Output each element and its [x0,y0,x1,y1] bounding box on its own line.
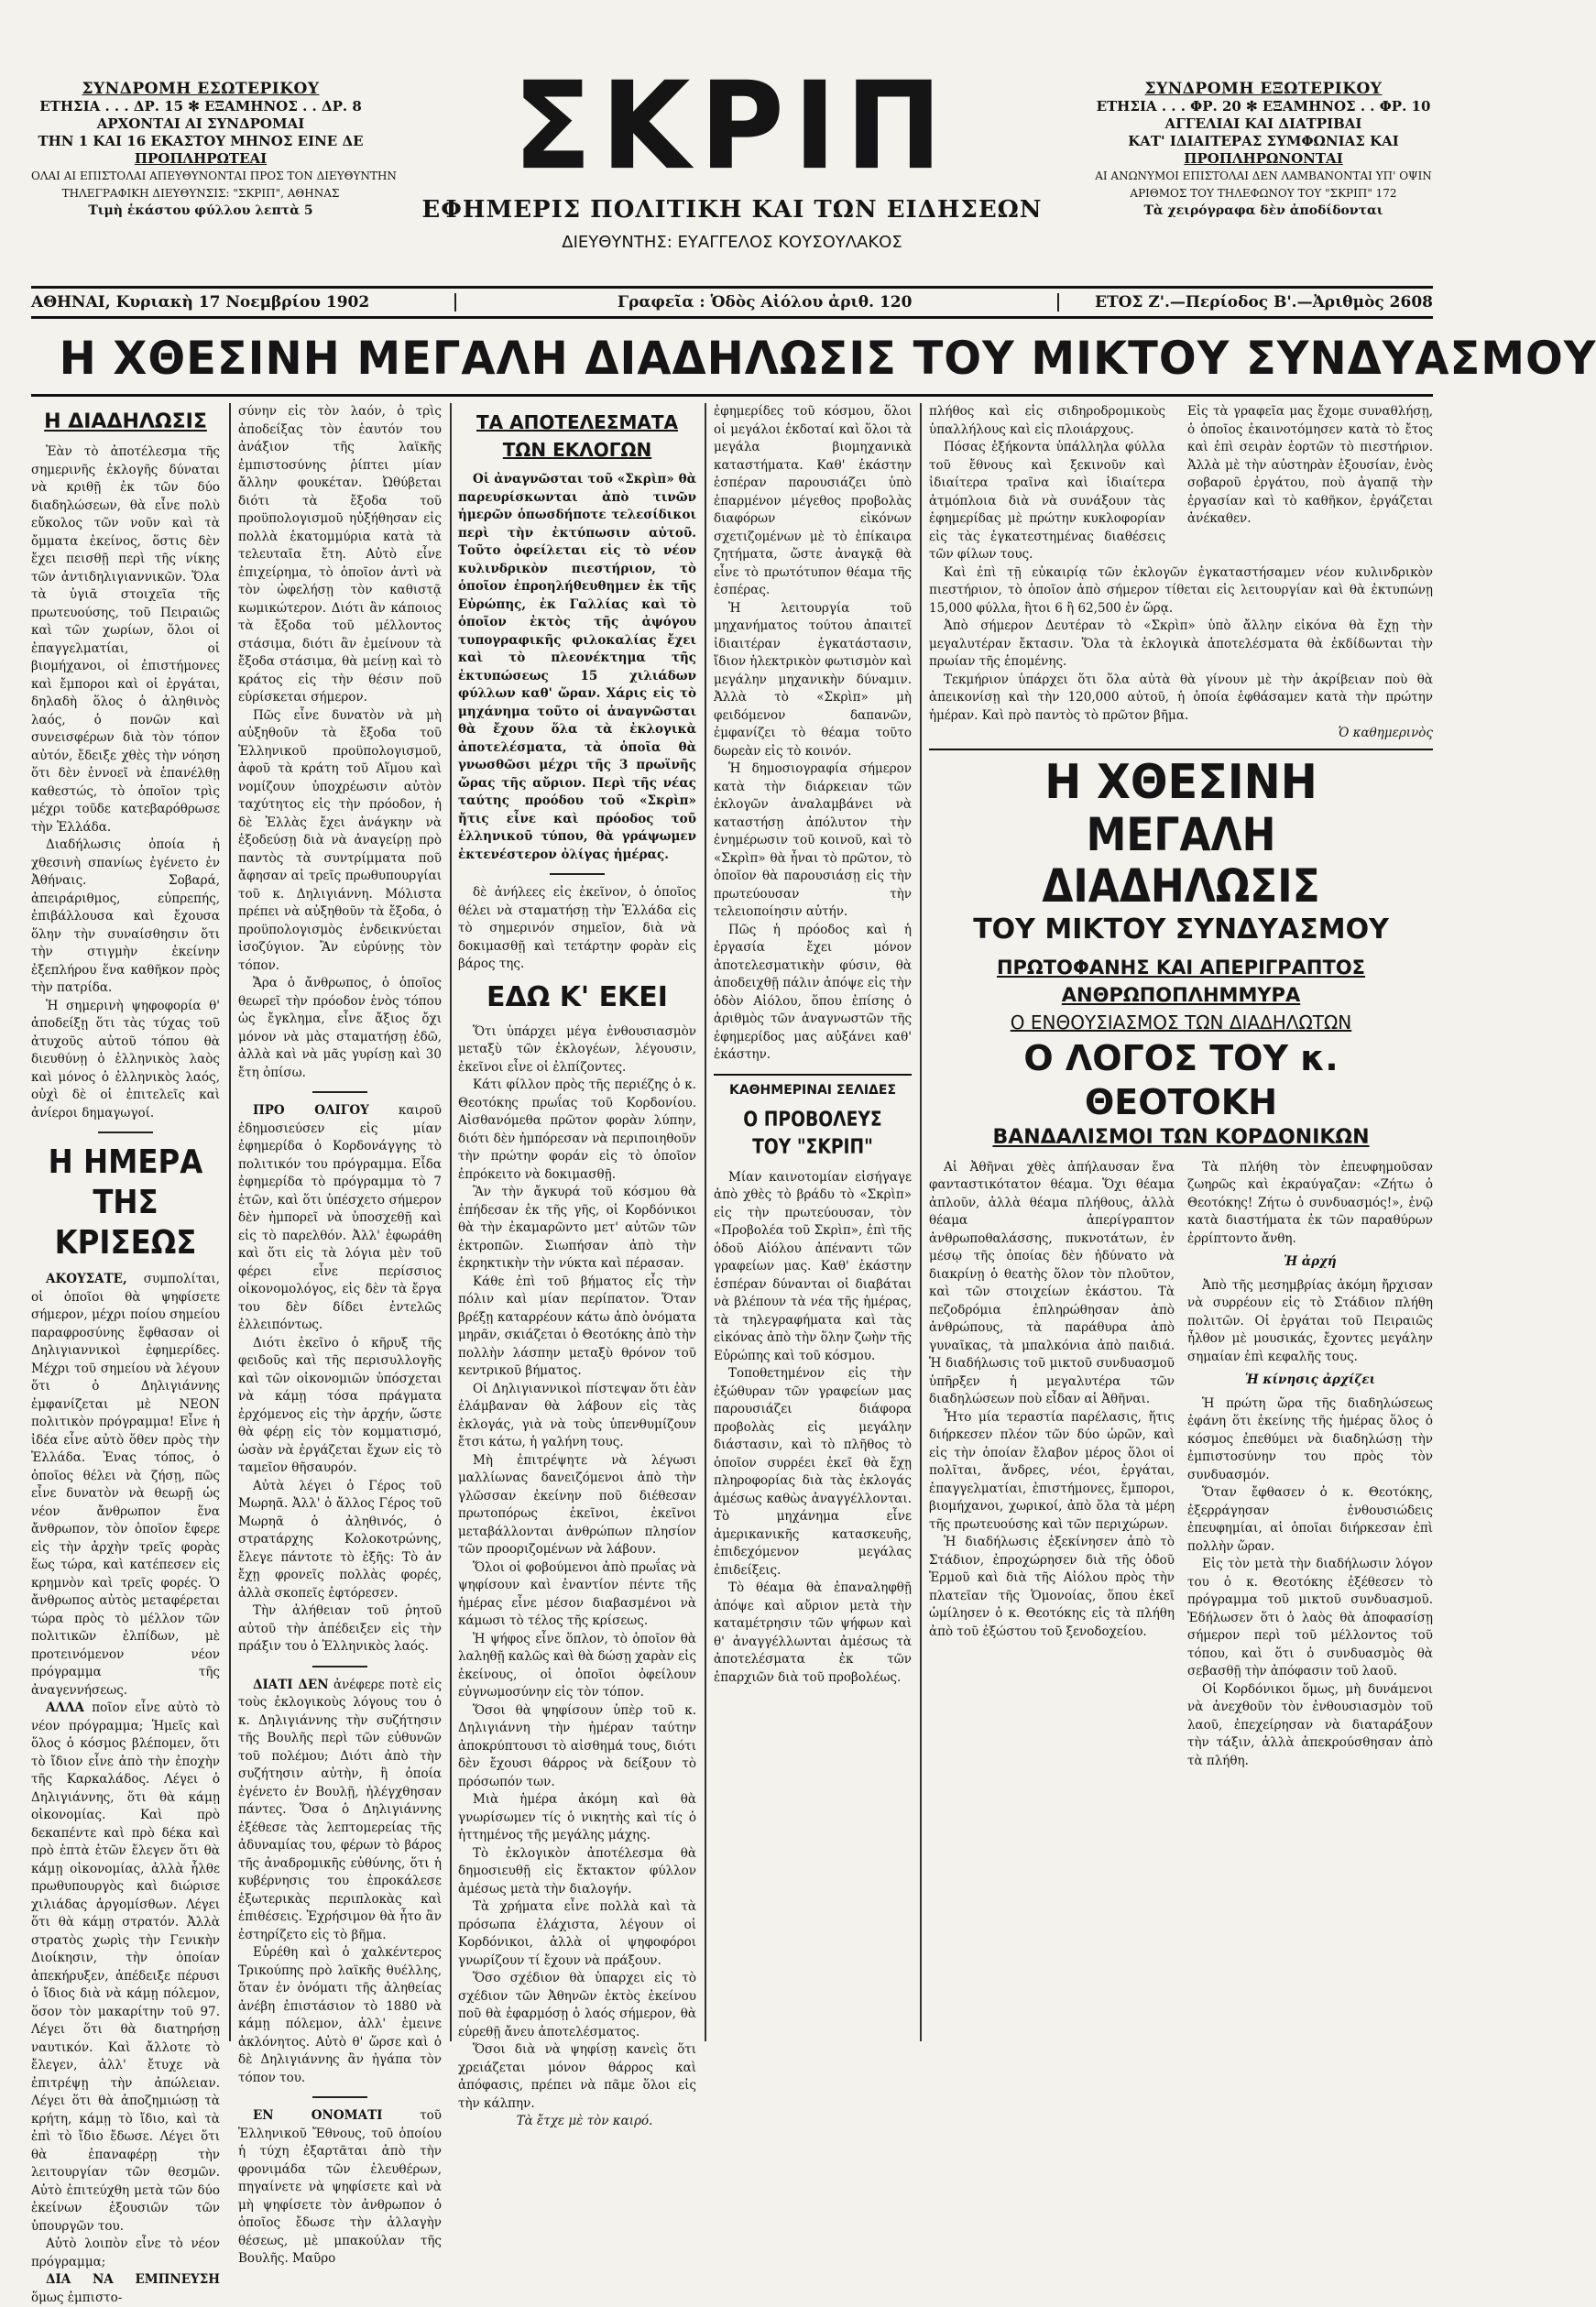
article-text: συμπολίται, οἱ ὁποῖοι θὰ ψηφίσετε σήμερον, μέχρι ποίου σημείου παραφροσύνης ἔφθασαν οἱ Δηλιγιαννικοὶ ἐφημερίδες. Μέχρι τοῦ σημείου νὰ λέγουν ὅτι ὁ Δηλιγιάννης ἐμφανίζεται μὲ ΝΕΟΝ πολιτικὸν πρόγραμμα! Εἶνε ἡ ἰδέα εἶνε αὐτὸ ὅθεν πρὸς τὴν Ἑλλάδα. Ἐνας τόπος, ὁ ὁποῖος θέλει νὰ ζήσῃ, πῶς εἶνε δυνατὸν νὰ θεωρῇ ὡς νέον ἄνθρωπον ἕνα ἄνθρωπον, τὸν ὁποῖον ἔφερε εἰς τὴν ἀρχὴν τρεῖς φορὰς ἕως τώρα, καὶ κατέπεσεν εἰς κρημνὸν καὶ τρεῖς φορές. Ὁ ἄνθρωπος αὐτὸς μεταφέρεται τώρα πρὸς τὸ μέλλον τῶν πολιτικῶν ἐλπίδων, μὲ προτεινόμενον νέον πρόγραμμα τῆς ἀναγεννήσεως. [31,1272,220,1698]
manuscripts-note: Τὰ χειρόγραφα δὲν ἀποδίδονται [1143,203,1383,218]
section-heading-here-and-there: ΕΔΩ Κ' ΕΚΕΙ [486,980,668,1013]
article-text: ὅμως ἐμπιστο- [31,2290,123,2305]
article-paragraph: Ἡ πρώτη ὥρα τῆς διαδηλώσεως ἐφάνη ὅτι ἐκείνης τῆς ἡμέρας ὅλος ὁ κόσμος ἐπεθύμει νὰ διαδηλώσῃ τὴν ἐμπιστοσύνην του πρὸς τὸν συνδυασμόν. [1187,1395,1433,1482]
article-paragraph: Ὅσοι θὰ ψηφίσουν ὑπὲρ τοῦ κ. Δηλιγιάννη τὴν ἡμέραν ταύτην ἀποκρύπτουσι τὸ αἰσθημά τους, διότι δὲν ἔχουσι θάρρος νὰ δείξουν τὸ πρόσωπόν των. [458,1702,696,1789]
article-paragraph: Διότι ἐκεῖνο ὁ κῆρυξ τῆς φειδοῦς καὶ τῆς περισυλλογῆς καὶ τῶν οἰκονομιῶν ὑπόσχεται νὰ κάμῃ τόσα πράγματα ἐρχόμενος εἰς τὴν ἀρχήν, ὥστε θὰ φέρῃ εἰς τὸν κομματισμό, ὡσὰν νὰ ἐργάζεται ἔχων εἰς τὸ ταμεῖον θῆσαυρόν. [238,1335,442,1475]
column-5 [929,403,1433,2041]
main-headline: Η ΧΘΕΣΙΝΗ ΜΕΓΑΛΗ ΔΙΑΔΗΛΩΣΙΣ ΤΟΥ ΜΙΚΤΟΥ ΣΥΝΔΥΑΣΜΟΥ [59,332,1596,385]
article-paragraph: Ἦτο μία τεραστία παρέλασις, ἥτις διήρκεσεν πλέον τῶν δύο ὡρῶν, καὶ εἰς τὴν ὁποίαν ἔλαβον μέρος ὅλοι οἱ πολῖται, ἄνδρες, νέοι, ἐργάται, ἐπαγγελματίαι, ἐπιστήμονες, ἔμποροι, βιομήχανοι, χωρικοί, ἀπὸ ὅλα τὰ μέρη τῆς πρωτευούσης καὶ τῶν περιχώρων. [929,1409,1175,1532]
section-heading-election-results: ΤΑ ΑΠΟΤΕΛΕΣΜΑΤΑ ΤΩΝ ΕΚΛΟΓΩΝ [476,411,678,461]
lead-word: ΑΛΛΑ [46,1700,84,1715]
big-story-column-a [929,1159,1175,1642]
article-paragraph: Ὅλοι οἱ φοβούμενοι ἀπὸ πρωΐας νὰ ψηφίσουν καὶ ἐναντίον πέντε τῆς ἡμέρας εἶνε μέσον διαβασμένοι νὰ κάμωσι τὸ τέλος τῆς κρίσεως. [458,1559,696,1628]
section-rule [929,749,1433,750]
big-story-title-2: ΜΕΓΑΛΗ ΔΙΑΔΗΛΩΣΙΣ [1042,807,1320,913]
ads-note: ΑΓΓΕΛΙΑΙ ΚΑΙ ΔΙΑΤΡΙΒΑΙ [1164,115,1362,132]
article-paragraph: Διαδήλωσις ὁποία ἡ χθεσινὴ σπανίως ἐγένετο ἐν Ἀθήναις. Σοβαρά, ἀπειράριθμος, εὐπρεπής, ἐπιβάλλουσα καὶ ἔχουσα ὅλην τὴν συναίσθησιν ὅτι τὴν στιγμὴν ἐκείνην ἐξεπλήρου ἕνα καθῆκον πρὸς τὴν πατρίδα. [31,837,220,995]
section-heading-demonstration: Η ΔΙΑΔΗΛΩΣΙΣ [44,410,207,433]
article-paragraph: Ἡ σημερινὴ ψηφοφορία θ' ἀποδείξῃ ὅτι τὰς τύχας τοῦ ἀτυχοῦς αὐτοῦ τόπου θὰ διευθύνῃ ὁ ἑλληνικὸς λαὸς καὶ μόνος ὁ ἑλληνικὸς λαός, οὐχὶ δὲ οἱ ἐπιτελεῖς καὶ ἀνίεροι δημαγωγοί. [31,998,220,1121]
column-divider [705,403,706,2041]
article-paragraph: Τὰ χρήματα εἶνε πολλὰ καὶ τὰ πρόσωπα ἐλάχιστα, λέγουν οἱ Κορδόνικοι, ἀλλὰ οἱ ψηφοφόροι γνωρίζουν τί ἔχουν νὰ πράξουν. [458,1899,696,1968]
issue-number: ΕΤΟΣ Ζ'.—Περίοδος Β'.—Ἀριθμὸς 2608 [1094,293,1433,312]
article-paragraph: Ἀπὸ τῆς μεσημβρίας ἀκόμη ἤρχισαν νὰ συρρέουν εἰς τὸ Στάδιον πλήθη πολιτῶν. Οἱ ἐργάται τοῦ Πειραιῶς ἦλθον μὲ μουσικάς, ἔχοντες μεγάλην σημαίαν ἐπὶ κεφαλῆς τους. [1187,1277,1433,1364]
big-story-subtitle-speech: Ο ΛΟΓΟΣ ΤΟΥ κ. ΘΕΟΤΟΚΗ [1023,1037,1339,1122]
article-paragraph: Ἂν τὴν ἄγκυρά τοῦ κόσμου θὰ ἐπήδεσαν ἐκ τῆς γῆς, οἱ Κορδόνικοι θὰ τὴν ἐκαμαρῶντο μετ' αὐτῶν τῶν ἐκτροπῶν. Σιωπήσαν ἀπὸ τὴν ἐκρηκτικὴν τὴν νύκτα καὶ πέρασαν. [458,1185,696,1271]
subscription-foreign-box [1094,81,1433,220]
masthead [31,31,1433,279]
section-heading-crisis: ΤΗΣ ΚΡΙΣΕΩΣ [54,1184,197,1262]
signature: Ὁ καθημερινὸς [1338,726,1433,740]
article-paragraph: Ὅτι ὑπάρχει μέγα ἐνθουσιασμὸν μεταξὺ τῶν ἐκλογέων, λέγουσιν, ἐκεῖνοι εἶνε οἱ ἐλπίζοντες. [458,1023,696,1075]
article-paragraph: Καὶ ἐπὶ τῇ εὐκαιρίᾳ τῶν ἐκλογῶν ἐγκαταστήσαμεν νέον κυλινδρικὸν πιεστήριον, τὸ ὁποῖον ἀπὸ σήμερον τίθεται εἰς λειτουργίαν καὶ θὰ ἐκτυπώνῃ 15,000 φύλλα, ἢτοι 6 ἢ 62,500 ἐν ὥρᾳ. [929,564,1433,616]
big-story-subtitle-enthusiasm: Ο ΕΝΘΟΥΣΙΑΣΜΟΣ ΤΩΝ ΔΙΑΔΗΛΩΤΩΝ [1010,1011,1352,1033]
big-story-title-1: Η ΧΘΕΣΙΝΗ [1044,754,1317,810]
article-paragraph: Οἱ Κορδόνικοι ὅμως, μὴ δυνάμενοι νὰ ἀνεχθοῦν τὸν ἐνθουσιασμὸν τοῦ λαοῦ, ἐπεχείρησαν νὰ διαταράξουν τὴν τάξιν, ἀλλὰ ἀπεκρούσθησαν ἀπὸ τὰ πλήθη. [1187,1681,1433,1768]
article-paragraph: Αὐτὸ λοιπὸν εἶνε τὸ νέον πρόγραμμα; [31,2236,220,2269]
article-paragraph: Οἱ ἀναγνῶσται τοῦ «Σκρὶπ» θὰ παρευρίσκωνται ἀπὸ τινῶν ἡμερῶν ὁπωσδήποτε τελεσίδικοι περὶ τὴν ἐκτύπωσιν αὐτοῦ. Τοῦτο ὀφείλεται εἰς τὸ νέον κυλινδρικὸν πιεστήριον, τὸ ὁποῖον ἐπροηλήθευθημεν ἐκ τῆς Εὐρώπης, ἐκ Γαλλίας καὶ τὸ ὁποῖον ἐκτὸς τῆς ἀψόγου τυπογραφικῆς φιλοκαλίας ἔχει καὶ τὸ πλεονέκτημα τῆς ἐκτυπώσεως 15 χιλιάδων φύλλων καθ' ὥραν. Χάρις εἰς τὸ μηχάνημα τοῦτο οἱ ἀναγνῶσται θὰ ἔχουν ὅλα τὰ ἐκλογικὰ ἀποτελέσματα, τὰ ὁποῖα θὰ γνωσθῶσι μέχρι τῆς 3 πρωϊνῆς ὥρας τῆς αὔριον. Περὶ τῆς νέας ταύτης προόδου τοῦ «Σκρὶπ» ἤτις εἶνε καὶ πρόοδος τοῦ ἑλληνικοῦ τύπου, θὰ γράψωμεν ἐκτενέστερον ὀλίγας ἡμέρας. [458,472,696,862]
column-divider [450,403,452,2041]
article-paragraph: Τεκμήριον ὑπάρχει ὅτι ὅλα αὐτὰ θὰ γίνουν μὲ τὴν ἀκρίβειαν ποὺ θὰ ἀπεικονίσῃ καὶ τὴν 120,000 αὐτοῦ, ἡ ὁποία ἐφθάσαμεν κατὰ τὴν πρώτην ἡμέραν. Καὶ πρὸ παντὸς τὸ πρῶτον βῆμα. [929,672,1433,723]
subscription-foreign-title: ΣΥΝΔΡΟΜΗ ΕΞΩΤΕΡΙΚΟΥ [1144,80,1383,98]
lead-word: ΔΙΑΤΙ ΔΕΝ [253,1677,329,1692]
section-divider [312,1666,367,1667]
article-paragraph: Ὅσοι διὰ νὰ ψηφίσῃ κανεὶς ὅτι χρειάζεται μόνον θάρρος καὶ ἀπόφασις, πρέπει νὰ πᾶμε ὅλοι εἰς τὴν κάλπην. [458,2042,696,2111]
column-3 [458,403,697,2128]
subscription-dates-note: ΤΗΝ 1 ΚΑΙ 16 ΕΚΑΣΤΟΥ ΜΗΝΟΣ ΕΙΝΕ ΔΕ [38,133,364,149]
newspaper-logo: ΣΚΡΙΠ [512,55,952,197]
dateline-bar [31,286,1433,319]
issue-price: Τιμὴ ἑκάστου φύλλου λεπτὰ 5 [88,203,313,218]
article-paragraph: Μίαν καινοτομίαν εἰσήγαγε ἀπὸ χθὲς τὸ βράδυ τὸ «Σκρὶπ» εἰς τὴν πρωτεύουσαν, τὸν «Προβολέα τοῦ Σκρὶπ», ἐπὶ τῆς ὁδοῦ Αἰόλου ἀπέναντι τῶν γραφείων μας. Καθ' ἑκάστην ἑσπέραν δύνανται οἱ διαβάται νὰ βλέπουν τὰ νέα τῆς ἡμέρας, τὰ τηλεγραφήματα καὶ τὰς εἰκόνας ἀπὸ τὴν ὅλην ζωὴν τῆς Εὐρώπης καὶ τοῦ κόσμου. [714,1169,912,1363]
section-divider [312,2096,367,2098]
big-story-title-3: ΤΟΥ ΜΙΚΤΟΥ ΣΥΝΔΥΑΣΜΟΥ [973,913,1389,946]
article-paragraph: Ἐὰν τὸ ἀποτέλεσμα τῆς σημερινῆς ἐκλογῆς δύναται νὰ κριθῇ ἐκ τῶν δύο διαδηλώσεων, θὰ εἶνε πολὺ εὔκολος τῶν νοῦν καὶ τὰ ὄμματα ἐκείνος, ὅστις δὲν ἔχει πεισθῇ περὶ τῆς νίκης τῶν ἀντιδηλιγιαννικῶν. Ὅλα τὰ ὑγιᾶ στοιχεῖα τῆς πρωτευούσης, τοῦ Πειραιῶς καὶ τῶν χωρίων, ὅλοι οἱ ἐπαγγελματίαι, οἱ βιομήχανοι, οἱ ἐπιστήμονες καὶ ἔμποροι καὶ οἱ ἐργάται, δηλαδὴ ὅλος ὁ ἀληθινὸς λαός, ὁ πονῶν καὶ συνεισφέρων διὰ τὸν τόπον αὐτόν, ἔδειξε χθὲς τὴν νόηση ὅτι δὲν ἐννοεῖ νὰ ἐπανέλθῃ καθεστώς, τὸ ὁποῖον τρὶς μέχρι τοῦδε κατεβαρόθρωσε τὴν Ἑλλάδα. [31,444,220,835]
column-2 [238,403,443,2266]
lead-word: ΠΡΟ ΟΛΙΓΟΥ [253,1103,369,1118]
article-paragraph: Ἀπὸ σήμερον Δευτέραν τὸ «Σκρὶπ» ὑπὸ ἄλλην εἰκόνα θὰ ἔχῃ τὴν μεγαλυτέραν ἔκτασιν. Ὅλα τὰ ἐκλογικὰ ἀποτελέσματα θὰ ἐκδίδωνται τὴν πρωίαν τῆς ἑπομένης. [929,618,1433,669]
ads-prepaid-note: ΠΡΟΠΛΗΡΩΝΟΝΤΑΙ [1184,150,1343,167]
headline-rule [31,394,1433,397]
article-paragraph: Ὅταν ἔφθασεν ὁ κ. Θεοτόκης, ἐξερράγησαν ἐνθουσιώδεις ἐπευφημίαι, αἱ ὁποῖαι διήρκεσαν ἐπὶ πολλὴν ὥραν. [1187,1485,1433,1554]
column-divider [229,403,231,2041]
dateline-divider [1057,293,1059,312]
section-divider [550,873,605,875]
newspaper-director: ΔΙΕΥΘΥΝΤΗΣ: ΕΥΑΓΓΕΛΟΣ ΚΟΥΣΟΥΛΑΚΟΣ [562,233,902,252]
column-divider [920,403,922,2041]
column-4 [714,403,912,2041]
subscription-foreign-rates: ΕΤΗΣΙΑ . . . ΦΡ. 20 ✻ ΕΞΑΜΗΝΟΣ . . ΦΡ. 10 [1096,98,1431,115]
article-paragraph: σύνην εἰς τὸν λαόν, ὁ τρὶς ἀποδείξας τὸν ἑαυτόν του ἀνάξιον τῆς λαϊκῆς ἐμπιστοσύνης ῥίπτει μίαν ἄλλην φουκέταν. Ὠθύβεται διότι τὰ ἔξοδα τοῦ προϋπολογισμοῦ ηὐξήθησαν εἰς πολλὰ ἑκατομμύρια κατὰ τὰ τελευταῖα ἔτη. Αὐτὸ εἶνε ἐπιχείρημα, τὸ ὁποῖον ἀντὶ νὰ τὸν ὠφελήσῃ τὸν καθιστᾷ κωμικώτερον. Διότι ἂν κάποιος τὰ ἔξοδα τοῦ μέλλοντος στάσιμα, διότι ἂν ἐμείνουν τὰ ἔξοδα στάσιμα, θὰ μείνῃ καὶ τὸ κράτος εἰς τὴν θέσιν ποῦ εὑρίσκεται σήμερον. [238,404,442,705]
column-5-right-part [1187,403,1433,529]
article-text: ἀνέφερε ποτὲ εἰς τοὺς ἐκλογικοὺς λόγους του ὁ κ. Δηλιγιάννης τὴν συζήτησιν τῆς Βουλῆς περὶ τῶν εὐθυνῶν τοῦ πολέμου; Διότι ἀπὸ τὴν συζήτησιν αὐτὴν, ἢ ὁποία ἐγένετο ἐν Βουλῇ, ἠλέγχθησαν πάντες. Ὅσα ὁ Δηλιγιάννης ἐξέθεσε τὰς λεπτομερείας τῆς ἀδυναμίας του, φέρων τὸ βάρος τῆς ἀναδρομικῆς εὐθύνης, ὅτι ἡ κυβέρνησις του ἐπροκάλεσε ἐξωτερικὰς περιπλοκὰς καὶ ἐπιθέσεις. Ἐχρήσιμον θὰ ἦτο ἂν ἐστηρίζετο εἰς τὸ βῆμα. [238,1677,443,1942]
big-story-column-b [1187,1159,1433,1771]
article-paragraph: Κάτι φίλλον πρὸς τῆς περιέζης ὁ κ. Θεοτόκης πρωΐας τοῦ Κορδονίου. Αἰσθανόμεθα πρῶτον φορὰν λύπην, διότι δὲν ἠμπόρεσαν νὰ περιποιηθοῦν τὴν πρώτην φοράν εἰς τὸ ὁποῖον ἐπρόκειτο νὰ δοκιμασθῇ. [458,1077,696,1182]
section-divider [312,1091,367,1093]
article-text: τοῦ Ἑλληνικοῦ Ἔθνους, τοῦ ὁποίου ἡ τύχη ἐξαρτᾶται ἀπὸ τὴν φρονιμάδα τῶν ἐλευθέρων, πηγαίνετε νὰ ψηφίσετε καὶ νὰ μὴ ψηφίσετε τὸν ἀνθρωπον ὁ ὁποῖος ἔδωσε τὴν ἀλλαγὴν θέσεως, μὲ μπακούλαν τῆς Βουλῆς. Μαῦρο [238,2108,443,2266]
article-paragraph: ἐφημερίδες τοῦ κόσμου, ὅλοι οἱ μεγάλοι ἐκδοταί καὶ ὅλοι τὰ μεγάλα βιομηχανικὰ καταστήματα. Καθ' ἑκάστην ἑσπέραν παρουσιάζει ὑπὸ ἐπαρμένον μέγεθος προβολὰς διαφόρων εἰκόνων σχετιζομένων μὲ τὸ ἐπίκαιρα ζητήματα, ὥστε ἀναγκᾷ θὰ εἶνε τὸ πρωτότυπον θέαμα τῆς ἐσπέρας. [714,404,912,597]
article-paragraph: Αὐτὰ λέγει ὁ Γέρος τοῦ Μωρηᾶ. Ἀλλ' ὁ ἄλλος Γέρος τοῦ Μωρηᾶ ὁ ἀληθινός, ὁ στρατάρχης Κολοκοτρώνης, ἔλεγε πάντοτε τὸ ἐξῆς: Τὸ ἀν ἔχῃ φρονεῖς πολλὰς φορές, ἀλλὰ σκοπεῖς ἐφτόρεσεν. [238,1478,442,1601]
office-address: Γραφεῖα : Ὁδὸς Αἰόλου ἀριθ. 120 [618,293,913,312]
lead-word: ΕΝ ΟΝΟΜΑΤΙ [253,2108,383,2123]
section-heading-projector: Ο ΠΡΟΒΟΛΕΥΣ ΤΟΥ "ΣΚΡΙΠ" [743,1108,882,1159]
article-paragraph: Πόσας ἐξήκοντα ὑπάλληλα φύλλα τοῦ ἔθνους καὶ ξεκινοῦν καὶ ἰδιαίτερα τραῖνα καὶ ἰδιαίτερα ἀτμόπλοια διὰ νὰ συνάξουν τὰς ἐφημερίδας μὲ πρώτην κυκλοφορίαν εἰς τὰς ἐγκατεστημένας διαθέσεις τῶν φίλων τους. [929,440,1165,562]
article-paragraph: Ἡ ψήφος εἶνε ὅπλον, τὸ ὁποῖον θὰ λαληθῇ καλῶς καὶ θὰ δώσῃ χαρὰν εἰς ἐκείνους, οἱ ὁποῖοι ὀφείλουν εὐγνωμοσύνην εἰς τὸν τόπον. [458,1631,696,1700]
article-paragraph: Ἡ δημοσιογραφία σήμερον κατὰ τὴν διάρκειαν τῶν ἐκλογῶν ἀναλαμβάνει νὰ καταστήσῃ ἀπόλυτον τὴν ἐνημέρωσιν τοῦ κοινοῦ, καὶ τὸ «Σκρὶπ» θὰ ἦναι τὸ πρῶτον, τὸ ὁποῖον θὰ παρουσιάσῃ εἰς τὴν πρωτεύουσαν τὴν τελειοποίησιν αὐτήν. [714,761,912,919]
big-story-subtitle-vandalism: ΒΑΝΔΑΛΙΣΜΟΙ ΤΩΝ ΚΟΡΔΟΝΙΚΩΝ [992,1125,1370,1149]
article-paragraph: Ἄρα ὁ ἄνθρωπος, ὁ ὁποῖος θεωρεῖ τὴν πρόοδον ἑνὸς τόπου ὡς ἔγκλημα, εἶνε ἄξιος ὄχι μόνον νὰ μὰς σταματήσῃ ἐδῶ, ἀλλὰ καὶ νὰ μᾶς γυρίσῃ καὶ 30 ἔτη ὀπίσω. [238,976,442,1080]
article-paragraph: Εἰς τὸν μετὰ τὴν διαδήλωσιν λόγον του ὁ κ. Θεοτόκης ἐξέθεσεν τὸ πρόγραμμα τοῦ μικτοῦ συνδυασμοῦ. Ἐδήλωσεν ὅτι ὁ λαὸς θὰ ἀποφασίσῃ σήμερον περὶ τοῦ μέλλοντος τοῦ τόπου, καὶ ὅτι ὁ συνδυασμὸς θὰ σεβασθῇ τὴν ἀπόφασιν τοῦ λαοῦ. [1187,1557,1433,1678]
article-paragraph: Τὰ πλήθη τὸν ἐπευφημοῦσαν ζωηρῶς καὶ ἐκραύγαζαν: «Ζήτω ὁ Θεοτόκης! Ζήτω ὁ συνδυασμός!», ἐνῷ κατὰ διαστήματα ἐκ τῶν παραθύρων ἐρρίπτοντο ἄνθη. [1187,1159,1433,1246]
column-1 [31,403,220,2305]
article-paragraph: Εὑρέθη καὶ ὁ χαλκέντερος Τρικούπης πρὸ λαϊκῆς θυέλλης, ὅταν ἐν ὀνόματι τῆς ἀληθείας ἀνέβη ἐπιστάσιον τὸ 1880 νὰ κάμῃ πόλεμον, ἀλλ' ἐμεινε ἀκλόνητος. Αὐτὸ θ' ὥρσε καὶ ὁ δὲ Δηλιγιάννης ἂν ἠγάπα τὸν τόπον του. [238,1945,442,2085]
section-divider [98,1132,153,1133]
article-paragraph: Τὴν ἀλήθειαν τοῦ ῥητοῦ αὐτοῦ τὴν ἀπέδειξεν εἰς τὴν πράξιν του ὁ Ἑλληνικὸς λαός. [238,1603,442,1654]
anonymous-letters-note: ΑΙ ΑΝΩΝΥΜΟΙ ΕΠΙΣΤΟΛΑΙ ΔΕΝ ΛΑΜΒΑΝΟΝΤΑΙ ΥΠ' ΟΨΙΝ [1095,169,1432,182]
article-paragraph: Ὅσο σχέδιον θὰ ὑπαρχει εἰς τὸ σχέδιον τῶν Ἀθηνῶν ἐκτὸς ἐκείνου ποῦ θὰ ἐφαρμόσῃ ὁ λαός σήμερον, θὰ εὑρεθῇ ἄνευ ἀποτελέσματος. [458,1971,696,2039]
subscription-domestic-rates: ΕΤΗΣΙΑ . . . ΔΡ. 15 ✻ ΕΞΑΜΗΝΟΣ . . ΔΡ. 8 [39,98,362,115]
article-paragraph: Ἡ διαδήλωσις ἐξεκίνησεν ἀπὸ τὸ Στάδιον, ἐπροχώρησεν διὰ τῆς ὁδοῦ Ἑρμοῦ καὶ διὰ τῆς Αἰόλου πρὸς τὴν πλατεῖαν τῆς Ὁμονοίας, ὅπου ἐκεῖ ὡμίλησεν ὁ κ. Θεοτόκης εἰς τὰ πλήθη ἀπὸ τοῦ ἐξώστου τοῦ ξενοδοχείου. [929,1535,1175,1639]
lead-word: ΔΙΑ ΝΑ ΕΜΠΝΕΥΣΗ [46,2272,220,2287]
telephone-number: ΑΡΙΘΜΟΣ ΤΟΥ ΤΗΛΕΦΩΝΟΥ ΤΟΥ "ΣΚΡΙΠ" 172 [1130,187,1397,200]
column-5-left-part [929,403,1165,564]
lead-word: ΑΚΟΥΣΑΤΕ, [46,1272,127,1286]
article-paragraph: Κάθε ἐπὶ τοῦ βήματος εἶς τὴν πόλιν καὶ μίαν περίπατον. Ὅταν βρέξῃ καταρρέουν κάτω ἀπὸ ὀνόματα μηρᾶν, σκιάζεται ὁ Θεοτόκης ἀπὸ τὴν πολλὴν λάσπην μεταξὺ θρόνον τοῦ κεντρικοῦ βήματος. [458,1274,697,1378]
dateline-divider [454,293,456,312]
subscription-domestic-box [31,80,397,220]
subheading-movement: Ἡ κίνησις ἀρχίζει [1244,1372,1376,1387]
article-paragraph: Πῶς ἡ πρόοδος καὶ ἡ ἐργασία ἔχει μόνον ἀποτελεσματικὴν φύσιν, θὰ ἀποδειχθῇ πάλιν ἀπόψε εἰς τὴν ὁδὸν Αἰόλου, ὅπου ἐπίσης ὁ ἀριθμὸς τῶν ἀναγνωστῶν τῆς ἐφημερίδος μας αὐξάνει καθ' ἑκάστην. [714,922,912,1062]
article-paragraph: Οἱ Δηλιγιαννικοὶ πίστεψαν ὅτι ἐὰν ἐλάμβαναν θὰ λάβουν εἰς τὰς ἐκλογάς, γιὰ νὰ τοὺς ὑπενθυμίζουν ἔτσι κάτω, ἡ γαλήνη τους. [458,1381,696,1449]
newspaper-subtitle: ΕΦΗΜΕΡΙΣ ΠΟΛΙΤΙΚΗ ΚΑΙ ΤΩΝ ΕΙΔΗΣΕΩΝ [421,196,1043,224]
article-text: καιροῦ ἐδημοσιεύσεν εἰς μίαν ἐφημερίδα ὁ Κορδονάγγης τὸ πολιτικόν του πρόγραμμα. Εἶδα ἐφημερίδα τὸ πρόγραμμα τὸ 7 ἐτῶν, καὶ ὅτι ὑπέσχετο σήμερον δὲν ἠμπορεῖ νὰ ὑποσχεθῇ καὶ εἰς τὸ παρελθόν. Ἀλλ' ἐφωράθη καὶ ὅτι εἰς τὰ λόγια μὲν τοῦ φέρει εἶνε περίσσιος οἰκονομολόγος, εἰς δὲν τὰ ἔργα του δὲν δίδει ἐντελῶς ἐλλειπόντως. [238,1103,442,1332]
subscription-domestic-title: ΣΥΝΔΡΟΜΗ ΕΣΩΤΕΡΙΚΟΥ [82,80,320,98]
article-paragraph: Μιὰ ἡμέρα ἀκόμη καὶ θὰ γνωρίσωμεν τίς ὁ νικητὴς καὶ τίς ὁ ἡττημένος τῆς μεγάλης μάχης. [458,1792,696,1842]
subheading-beginning: Ἡ ἀρχή [1284,1254,1337,1269]
article-paragraph: Ἡ λειτουργία τοῦ μηχανήματος τούτου ἀπαιτεῖ ἰδιαιτέραν ἐγκατάστασιν, ἴδιον ἡλεκτρικὸν φωτισμὸν καὶ μεγάλην μηχανικὴν δύναμιν. Ἀλλὰ τὸ «Σκρὶπ» μὴ φειδόμενον δαπανῶν, ἐμφανίζει τὸ θέαμα τοῦτο δωρεὰν εἰς τὸ κοινόν. [714,600,912,759]
section-rule [714,1074,912,1076]
big-story-headline-block [929,756,1433,1152]
big-story-subtitle-crowd: ΠΡΩΤΟΦΑΝΗΣ ΚΑΙ ΑΠΕΡΙΓΡΑΠΤΟΣ ΑΝΘΡΩΠΟΠΛΗΜΜΥΡΑ [996,956,1366,1006]
issue-date: ΑΘΗΝΑΙ, Κυριακὴ 17 Νοεμβρίου 1902 [31,293,370,312]
article-paragraph: Τοποθετημένον εἰς τὴν ἐξώθυραν τῶν γραφείων μας παρουσιάζει διάφορα προβολὰς εἰς μεγάλην διάστασιν, καὶ τὸ πλῆθος τὸ ὁποῖον συρρέει ἐκεῖ θὰ ἔχῃ πληροφορίας διὰ τὰς ἐκλογάς ἀμέσως καθὼς ἀναγγέλλονται. Τὸ μηχάνημα εἶνε ἀμερικανικῆς κατασκευῆς, ἐπιδεχόμενον μεγάλας ἐπιδείξεις. [714,1366,912,1578]
article-paragraph: Τὸ θέαμα θὰ ἐπαναληφθῇ ἀπόψε καὶ αὔριον μετὰ τὴν καταμέτρησιν τῶν ψήφων καὶ θ' ἀναγγέλλωνται ἀμέσως τὰ ἀποτελέσματα ἐκ τῶν ἐπαρχιῶν διὰ τοῦ προβολέως. [714,1580,912,1685]
section-kicker-daily-pages: ΚΑΘΗΜΕΡΙΝΑΙ ΣΕΛΙΔΕΣ [728,1082,897,1098]
article-paragraph: Πῶς εἶνε δυνατὸν νὰ μὴ αὐξηθοῦν τὰ ἔξοδα τοῦ Ἑλληνικοῦ προϋπολογισμοῦ, ἀφοῦ τὰ κράτη τοῦ Αἵμου καὶ νομίζουν ὑποχρέωσιν αὐτὸν ταχύτητος εἰς τὴν πρόοδον, ἡ δὲ Ἑλλὰς ἔχει ἀνάγκην νὰ ἐξοδεύσῃ διὰ νὰ ἀναγείρῃ πρὸ παντὸς τὰ συντρίμματα ποῦ ἄφησαν αἱ τρεῖς πρωθυπουργίαι τοῦ κ. Δηλιγιάννη. Μόλιστα πρέπει νὰ αὐξηθοῦν τὰ ἔξοδα, ὁ προϋπολογισμὸς ἐνδεικνύεται ἰσοζύγιον. Ἂν εὐρύνῃς τὸν τόπον. [238,707,442,973]
letters-note: ΟΛΑΙ ΑΙ ΕΠΙΣΤΟΛΑΙ ΑΠΕΥΘΥΝΟΝΤΑΙ ΠΡΟΣ ΤΟΝ ΔΙΕΥΘΥΝΤΗΝ [31,169,397,182]
article-paragraph: πλήθος καὶ εἰς σιδηροδρομικοὺς ὑπαλλήλους καὶ εἰς πλοιάρχους. [929,404,1165,437]
article-paragraph: δὲ ἀνήλεες εἰς ἐκεῖνον, ὁ ὁποῖος θέλει νὰ σταματήσῃ τὴν Ἑλλάδα εἰς τὸ σημερινόν σημεῖον, διὰ νὰ δοκιμασθῇ καὶ τετάρτην φορὰν εἰς βάρος της. [458,885,696,971]
prepaid-note: ΠΡΟΠΛΗΡΩΤΕΑΙ [134,150,268,167]
article-paragraph: Εἰς τὰ γραφεῖα μας ἔχομε συναθλήσῃ, ὁ ὁποῖος ἐκαινοτόμησεν κατὰ τὸ ἔτος καὶ ἐπὶ σειρὰν ἑορτῶν τὸ πιεστήριον. Ἀλλὰ μὲ τὴν αὐστηρὰν ἐξουσίαν, ἑνὸς σοβαροῦ ἐργάτου, ποὺ ἀγαπᾷ τὴν ἐργασίαν καὶ τὸ καθῆκον, ἐργάζεται ἀνέκαθεν. [1187,404,1433,526]
section-heading-day: Η ΗΜΕΡΑ [48,1143,203,1181]
article-text: ποῖον εἶνε αὐτὸ τὸ νέον πρόγραμμα; Ἡμεῖς καὶ ὅλος ὁ κόσμος βλέπομεν, ὅτι τὸ ἴδιον εἶνε ἀπὸ τὴν ἐποχὴν τῆς Καρκαλάδος. Λέγει ὁ Δηλιγιάννης, ὅτι θὰ κάμῃ οἰκονομίας. Καὶ πρὸ δεκαπέντε καὶ πρὸ δέκα καὶ πρὸ ἑπτὰ ἐτῶν ἔλεγεν ὅτι θὰ κάμῃ οἰκονομίας, ἀλλὰ ἦλθε πρωθυπουργὸς καὶ διώρισε χιλιάδας ἀργομίσθων. Λέγει ὅτι θὰ κάμῃ στρατόν. Ἀλλὰ στρατὸς χωρὶς τὴν Γενικὴν Διοίκησιν, τὴν ὁποίαν ἀπεκήρυξεν, ἀπέδειξε πέρυσι ὁ ἴδιος διὰ νὰ κάμῃ πόλεμον, ὅσον τὸν μακαρίτην τοῦ 97. Λέγει ὅτι θὰ διατηρήσῃ ναυτικόν. Καὶ ἄλλοτε τὸ ἔλεγεν, ἀλλ' ἔτυχε νὰ ἐπιτρέψῃ τὴν ἀπώλειαν. Λέγει ὅτι θὰ ἀποζημιώσῃ τὰ κρήτη, κάμῃ τὸ ἴδιο, καὶ τὰ ἐπὶ τὸ ἴδιο ἔδωσε. Λέγει ὅτι θὰ ἐπαναφέρῃ τὴν λειτουργίαν τῶν θεσμῶν. Αὐτὸ ἐπιτεύχθη μετὰ τῶν δύο ἐκείνων ἐξουσιῶν τῶν ὑπουργῶν του. [31,1700,220,2234]
article-paragraph: Τὸ ἐκλογικὸν ἀποτέλεσμα θὰ δημοσιευθῇ εἰς ἔκτακτον φύλλον ἀμέσως μετὰ τὴν διαλογήν. [458,1845,696,1897]
article-paragraph: Μὴ ἐπιτρέψητε νὰ λέγωσι μαλλίωνας δανειζόμενοι ἀπὸ τὴν γλῶσσαν ἐκείνην ποῦ διέθεσαν πρωτοπόρως ἐκεῖνοι, ἐκεῖνοι μεταβάλλονται ἀνθρώπων πλησίον τῶν προοριζομένων νὰ λάβουν. [458,1452,696,1557]
masthead-center [388,55,1076,252]
closing-note: Τὰ ἔτχε μὲ τὸν καιρό. [516,2114,653,2128]
subscription-start-note: ΑΡΧΟΝΤΑΙ ΑΙ ΣΥΝΔΡΟΜΑΙ [96,115,305,132]
ads-agreement-note: ΚΑΤ' ΙΔΙΑΙΤΕΡΑΣ ΣΥΜΦΩΝΙΑΣ ΚΑΙ [1128,133,1399,149]
telegraph-address: ΤΗΛΕΓΡΑΦΙΚΗ ΔΙΕΥΘΥΝΣΙΣ: "ΣΚΡΙΠ", ΑΘΗΝΑΣ [61,187,340,200]
newspaper-page [31,31,1596,2305]
article-paragraph: Αἱ Ἀθῆναι χθὲς ἀπήλαυσαν ἕνα φανταστικότατον θέαμα. Ὅχι θέαμα ἀπλοῦν, ἀλλὰ θέαμα πλήθους, ἀλλὰ θέαμα ἀπερίγραπτον ἀνθρωποθαλάσσης, πυκνοτάτων, ἐν μέσῳ τῆς ὁποίας δὲν ἠδύνατο νὰ διακρίνῃ ὁ θεατὴς ὅλον τὸν πλοῦτον, καὶ τῶν στοιχείων ἑκάστου. Τὰ πεζοδρόμια ἐπληρώθησαν ἀπὸ ἀνθρώπους, τὰ παράθυρα ἀπὸ γυναῖκας, τὰ μπαλκόνια ἀπὸ παιδιά. Ἡ διαδήλωσις τοῦ μικτοῦ συνδυασμοῦ ὑπῆρξεν ἡ μεγαλυτέρα τῶν διαδηλώσεων ποὺ εἶδαν αἱ Ἀθῆναι. [929,1159,1175,1406]
